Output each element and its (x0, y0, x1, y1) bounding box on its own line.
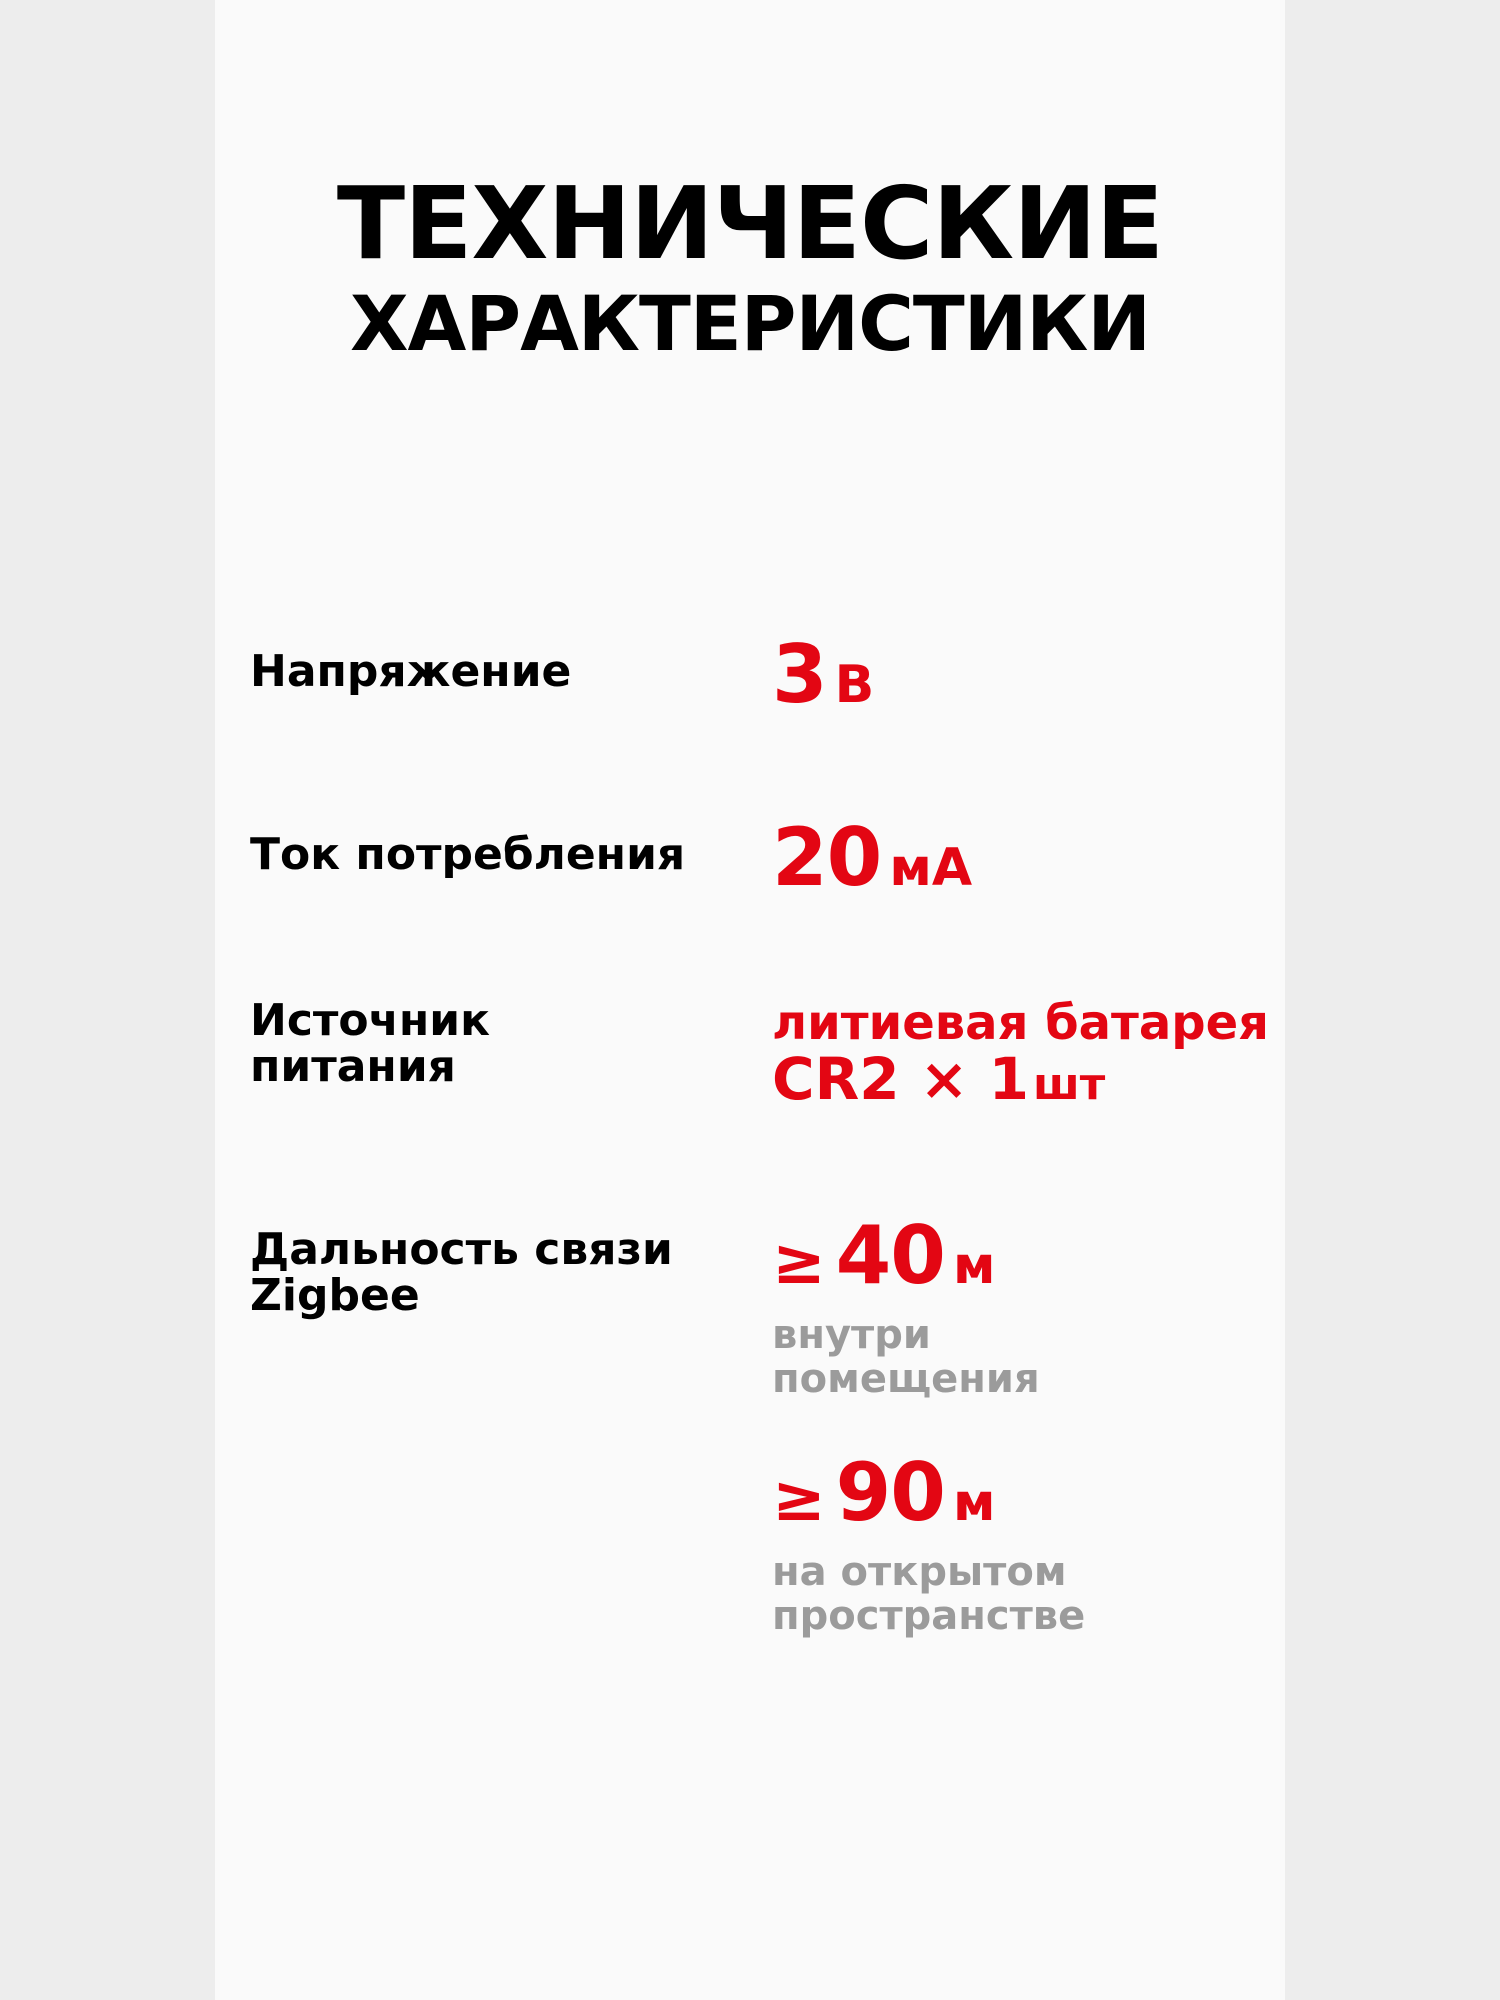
range-label-line2: Zigbee (250, 1270, 420, 1321)
voltage-label: Напряжение (250, 646, 572, 697)
power-value-line1: литиевая батарея (772, 995, 1269, 1051)
spec-card (215, 0, 1285, 2000)
range-indoor-value (772, 1209, 1272, 1302)
range-indoor-caption-line2: помещения (772, 1356, 1040, 1402)
range-indoor-unit: м (952, 1236, 996, 1296)
voltage-number: 3 (772, 628, 827, 721)
voltage-value (772, 628, 1272, 721)
greater-equal-sign: ≥ (772, 1225, 826, 1299)
range-outdoor-caption-line1: на открытом (772, 1549, 1067, 1595)
greater-equal-sign: ≥ (772, 1462, 826, 1536)
power-value (772, 995, 1272, 1116)
range-outdoor-caption (772, 1550, 1252, 1638)
power-value-line2 (772, 1045, 1272, 1116)
current-value (772, 811, 1272, 904)
voltage-unit: В (834, 655, 875, 715)
range-outdoor-number: 90 (835, 1446, 945, 1539)
range-indoor-number: 40 (835, 1209, 945, 1302)
page-title-line2: ХАРАКТЕРИСТИКИ (349, 279, 1151, 368)
range-outdoor-value (772, 1446, 1272, 1539)
page-title (215, 165, 1285, 372)
multiply-sign: × (919, 1045, 969, 1113)
current-unit: мА (889, 838, 973, 898)
range-label-line1: Дальность связи (250, 1224, 673, 1275)
range-outdoor-caption-line2: пространстве (772, 1593, 1086, 1639)
battery-count-unit: шт (1032, 1059, 1106, 1110)
range-outdoor-unit: м (952, 1473, 996, 1533)
current-label: Ток потребления (250, 829, 686, 880)
power-label-line2: питания (250, 1041, 456, 1092)
range-indoor-caption (772, 1313, 1252, 1401)
current-number: 20 (772, 811, 882, 904)
power-label (250, 995, 730, 1092)
battery-model: CR2 (772, 1045, 900, 1113)
power-label-line1: Источник (250, 995, 490, 1046)
range-indoor-caption-line1: внутри (772, 1312, 931, 1358)
battery-count: 1 (988, 1045, 1029, 1113)
page-title-line1: ТЕХНИЧЕСКИЕ (336, 165, 1164, 282)
range-label (250, 1224, 730, 1321)
